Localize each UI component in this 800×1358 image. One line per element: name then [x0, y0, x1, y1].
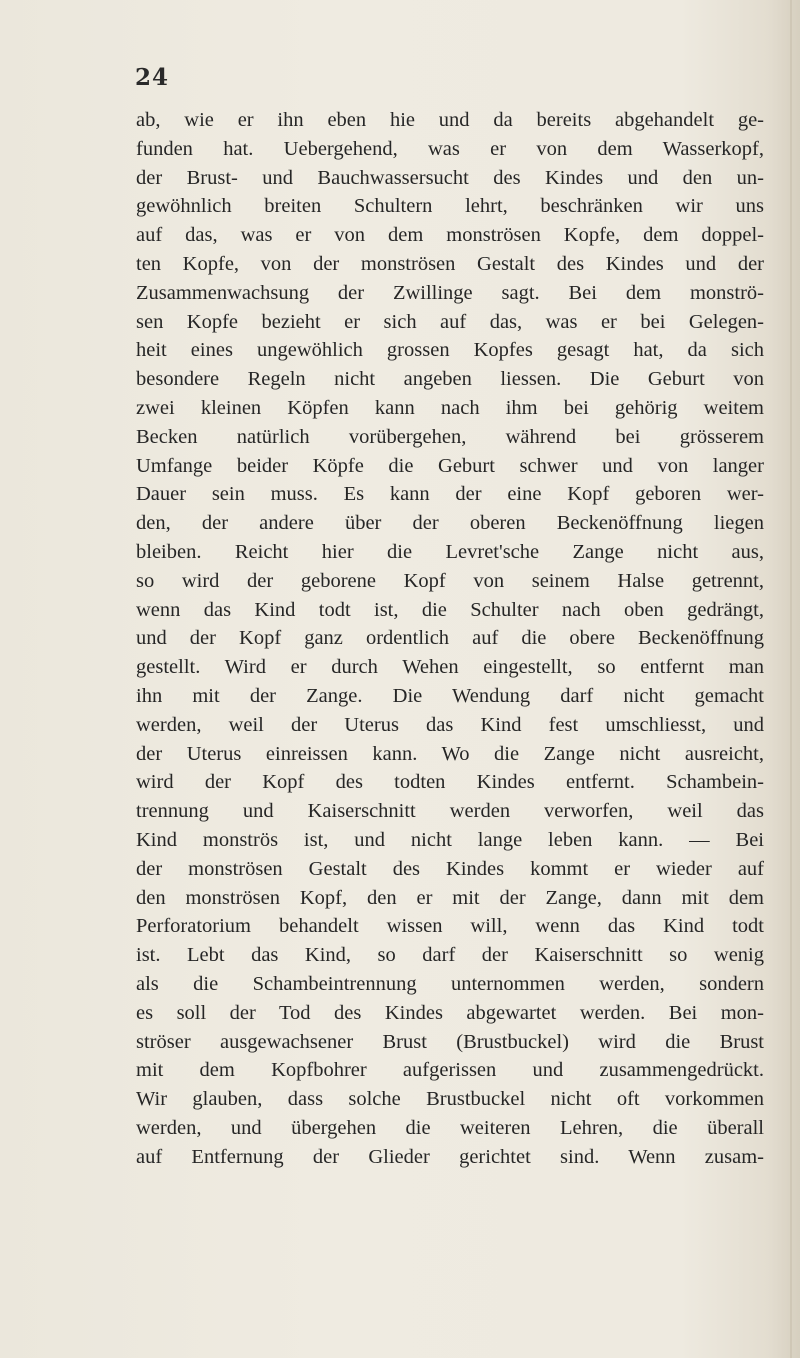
text-line: den monströsen Kopf, den er mit der Zange, dann mit dem: [136, 886, 764, 909]
text-line: als die Schambeintrennung unternommen werden, sondern: [136, 972, 764, 995]
text-line: wird der Kopf des todten Kindes entfernt. Schambein-: [136, 771, 764, 794]
text-line: mit dem Kopfbohrer aufgerissen und zusammengedrückt.: [136, 1059, 764, 1082]
text-line: gestellt. Wird er durch Wehen eingestellt, so entfernt man: [136, 656, 764, 679]
text-line: besondere Regeln nicht angeben liessen. Die Geburt von: [136, 368, 764, 391]
text-line: auf Entfernung der Glieder gerichtet sind. Wenn zusam-: [136, 1145, 764, 1168]
text-line: ihn mit der Zange. Die Wendung darf nicht gemacht: [136, 684, 764, 707]
text-line: ab, wie er ihn eben hie und da bereits abgehandelt ge-: [136, 109, 764, 131]
text-line: ist. Lebt das Kind, so darf der Kaiserschnitt so wenig: [136, 944, 764, 967]
text-line: werden, weil der Uterus das Kind fest umschliesst, und: [136, 713, 764, 736]
text-line: ten Kopfe, von der monströsen Gestalt des Kindes und der: [136, 252, 764, 275]
page-edge: [790, 0, 792, 1358]
text-line: Wir glauben, dass solche Brustbuckel nicht oft vorkommen: [136, 1088, 764, 1111]
text-line: wenn das Kind todt ist, die Schulter nach oben gedrängt,: [136, 598, 764, 621]
text-line: es soll der Tod des Kindes abgewartet werden. Bei mon-: [136, 1001, 764, 1024]
text-line: ströser ausgewachsener Brust (Brustbuckel) wird die Brust: [136, 1030, 764, 1053]
text-line: und der Kopf ganz ordentlich auf die obere Beckenöffnung: [136, 627, 764, 650]
page-number: 24: [135, 64, 170, 91]
text-line: funden hat. Uebergehend, was er von dem Wasserkopf,: [136, 137, 764, 160]
text-line: werden, und übergehen die weiteren Lehren, die überall: [136, 1116, 764, 1139]
text-line: auf das, was er von dem monströsen Kopfe, dem doppel-: [136, 224, 764, 247]
text-line: trennung und Kaiserschnitt werden verworfen, weil das: [136, 800, 764, 823]
text-line: der Brust- und Bauchwassersucht des Kindes und den un-: [136, 166, 764, 189]
text-line: gewöhnlich breiten Schultern lehrt, beschränken wir uns: [136, 195, 764, 218]
text-line: so wird der geborene Kopf von seinem Halse getrennt,: [136, 569, 764, 592]
text-line: Kind monströs ist, und nicht lange leben kann. — Bei: [136, 828, 764, 851]
text-line: Umfange beider Köpfe die Geburt schwer und von langer: [136, 454, 764, 477]
body-text: [136, 106, 764, 1171]
text-line: der Uterus einreissen kann. Wo die Zange nicht ausreicht,: [136, 742, 764, 765]
text-line: Perforatorium behandelt wissen will, wenn das Kind todt: [136, 915, 764, 938]
text-line: Dauer sein muss. Es kann der eine Kopf geboren wer-: [136, 483, 764, 506]
text-line: Becken natürlich vorübergehen, während bei grösserem: [136, 425, 764, 448]
text-line: den, der andere über der oberen Beckenöffnung liegen: [136, 512, 764, 535]
text-line: sen Kopfe bezieht er sich auf das, was er bei Gelegen-: [136, 310, 764, 333]
text-line: zwei kleinen Köpfen kann nach ihm bei gehörig weitem: [136, 396, 764, 419]
text-line: der monströsen Gestalt des Kindes kommt er wieder auf: [136, 857, 764, 880]
text-line: Zusammenwachsung der Zwillinge sagt. Bei dem monströ-: [136, 281, 764, 304]
text-line: bleiben. Reicht hier die Levret'sche Zange nicht aus,: [136, 540, 764, 563]
text-line: heit eines ungewöhlich grossen Kopfes gesagt hat, da sich: [136, 339, 764, 362]
